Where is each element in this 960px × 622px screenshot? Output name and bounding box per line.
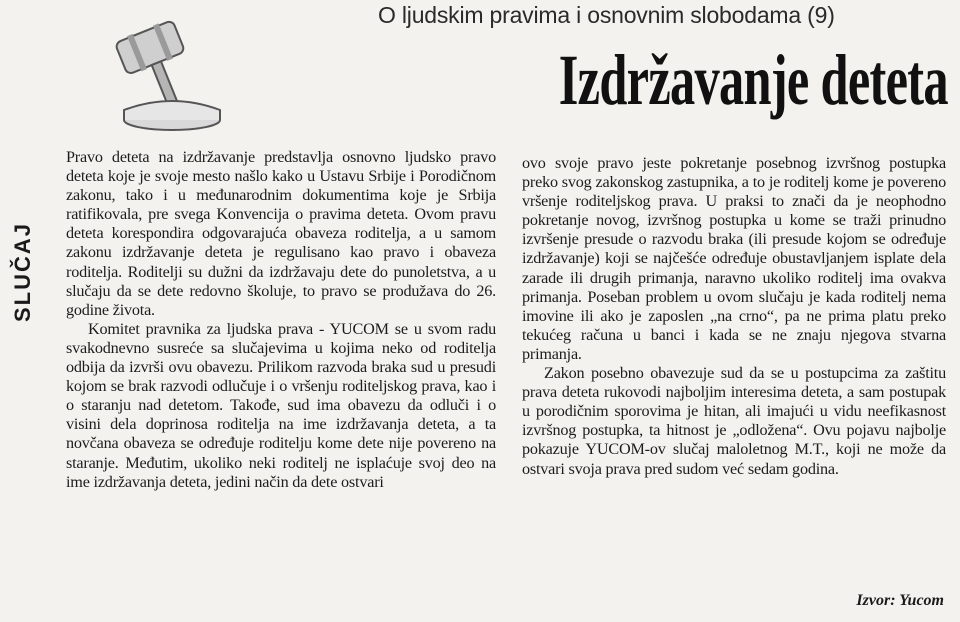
article-title: Izdržavanje deteta xyxy=(558,40,948,120)
paragraph: Komitet pravnika za ljudska prava - YUCOM se u svom radu svakodnevno susreće sa slučajevima u kojima neko od roditelja odbija da izvrši ovu obavezu. Prilikom razvoda braka sud u presudi kojom se brak razvodi odlučuje i o vršenju roditeljskog prava, kao i o staranju nad detetom. Takođe, sud ima obavezu da odluči i o visini dela doprinosa roditelja na ime izdržavanja deteta, a ta novčana obaveza se određuje roditelju kome dete nije povereno na staranje. Međutim, ukoliko neki roditelj ne isplaćuje svoj deo na ime izdržavanja deteta, jedini način da dete ostvari xyxy=(66,319,496,491)
source-credit: Izvor: Yucom xyxy=(856,592,944,609)
series-title: O ljudskim pravima i osnovnim slobodama (9) xyxy=(378,2,835,28)
paragraph: Zakon posebno obavezuje sud da se u postupcima za zaštitu prava deteta rukovodi najboljim interesima deteta, a sam postupak u porodičnim sporovima je hitan, ali imajući u vidu neefikasnost izvršnog postupka, ta hitnost je „odložena“. Ovu pojavu najbolje pokazuje YUCOM-ov slučaj maloletnog M.T., koji ne može da ostvari svoja prava pred sudom već sedam godina. xyxy=(522,364,946,478)
paragraph: ovo svoje pravo jeste pokretanje posebnog izvršnog postupka preko svog zakonskog zastupnika, a to je roditelj kome je povereno vršenje roditeljskog prava. U praksi to znači da je neophodno pokretanje novog, izvršnog postupka u kome se traži prinudno izvršenje presude o razvodu braka (ili presude kojom se određuje izdržavanje) koji se najčešće određuje obustavljanjem isplate dela zarade ili drugih primanja, naravno ukoliko roditelj ima ovakva primanja. Poseban problem u ovom slučaju je kada roditelj nema imovine ili ako je zaposlen „na crno“, pa ne prima platu preko tekućeg računa u banci i kada se ne znaju njegova stvarna primanja. xyxy=(522,154,946,363)
gavel-icon xyxy=(112,2,224,134)
paragraph: Pravo deteta na izdržavanje predstavlja osnovno ljudsko pravo deteta koje je svoje mesto našlo kako u Ustavu Srbije i Porodičnom zakonu, tako i u međunarodnim dokumentima koje je Srbija ratifikovala, pre svega Konvencija o pravima deteta. Ovom pravu deteta korespondira odgovarajuća obaveza roditelja, a u samom zakonu izdržavanje deteta je regulisano kao pravo i obaveza roditelja. Roditelji su dužni da izdržavaju dete do punoletstva, a u slučaju da se dete redovno školuje, to pravo se produžava do 26. godine života. xyxy=(66,148,496,319)
article-column-2 xyxy=(522,154,946,479)
section-label: SLUČAJ xyxy=(10,221,35,322)
article-column-1 xyxy=(66,148,496,492)
